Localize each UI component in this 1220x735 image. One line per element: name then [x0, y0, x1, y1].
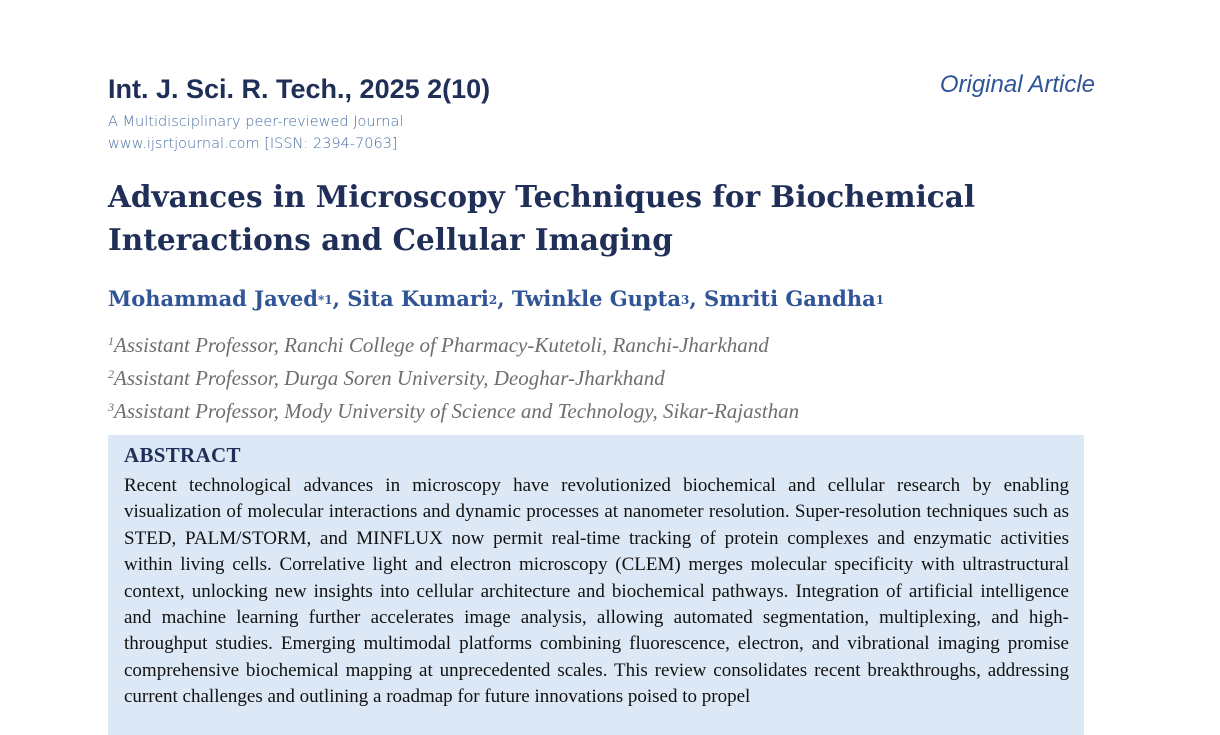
- affiliation-text: Assistant Professor, Durga Soren University, Deoghar-Jharkhand: [114, 366, 665, 390]
- affiliation-number: 3: [108, 400, 114, 414]
- article-type-label: Original Article: [939, 71, 1095, 98]
- affiliation-item: [108, 393, 799, 426]
- affiliation-list: [108, 327, 799, 426]
- abstract-box: [108, 435, 1084, 735]
- author-mark: 1: [875, 293, 885, 307]
- journal-url-issn: www.ijsrtjournal.com [ISSN: 2394-7063]: [108, 136, 398, 152]
- journal-description: A Multidisciplinary peer-reviewed Journal: [108, 114, 404, 130]
- affiliation-text: Assistant Professor, Ranchi College of Pharmacy-Kutetoli, Ranchi-Jharkhand: [114, 333, 769, 357]
- author-mark: *1: [317, 293, 333, 307]
- affiliation-item: [108, 327, 799, 360]
- author-list: [108, 286, 884, 311]
- affiliation-item: [108, 360, 799, 393]
- author-separator: ,: [497, 286, 512, 311]
- author-mark: 3: [680, 293, 690, 307]
- abstract-heading: ABSTRACT: [124, 443, 241, 467]
- affiliation-text: Assistant Professor, Mody University of Science and Technology, Sikar-Rajasthan: [114, 399, 800, 423]
- affiliation-number: 2: [108, 367, 114, 381]
- journal-title: Int. J. Sci. R. Tech., 2025 2(10): [108, 74, 491, 104]
- author-separator: ,: [332, 286, 348, 311]
- author-mark: 2: [488, 293, 498, 307]
- author-name: Mohammad Javed: [108, 286, 318, 311]
- author-name: Sita Kumari: [347, 286, 489, 311]
- paper-title: Advances in Microscopy Techniques for Biochemical Interactions and Cellular Imaging: [108, 179, 976, 257]
- abstract-text: Recent technological advances in microscopy have revolutionized biochemical and cellular research by enabling visualization of molecular interactions and dynamic processes at nanometer resolution. Super-resolution techniques such as STED, PALM/STORM, and MINFLUX now permit real-time tracking of protein complexes and enzymatic activities within living cells. Correlative light and electron microscopy (CLEM) merges molecular specificity with ultrastructural context, unlocking new insights into cellular architecture and biochemical pathways. Integration of artificial intelligence and machine learning further accelerates image analysis, allowing automated segmentation, multiplexing, and high-throughput studies. Emerging multimodal platforms combining fluorescence, electron, and vibrational imaging promise comprehensive biochemical mapping at unprecedented scales. This review consolidates recent breakthroughs, addressing current challenges and outlining a roadmap for future innovations poised to propel: [124, 475, 1069, 708]
- author-name: Twinkle Gupta: [511, 286, 681, 311]
- author-name: Smriti Gandha: [703, 286, 876, 311]
- affiliation-number: 1: [108, 334, 114, 348]
- author-separator: ,: [689, 286, 704, 311]
